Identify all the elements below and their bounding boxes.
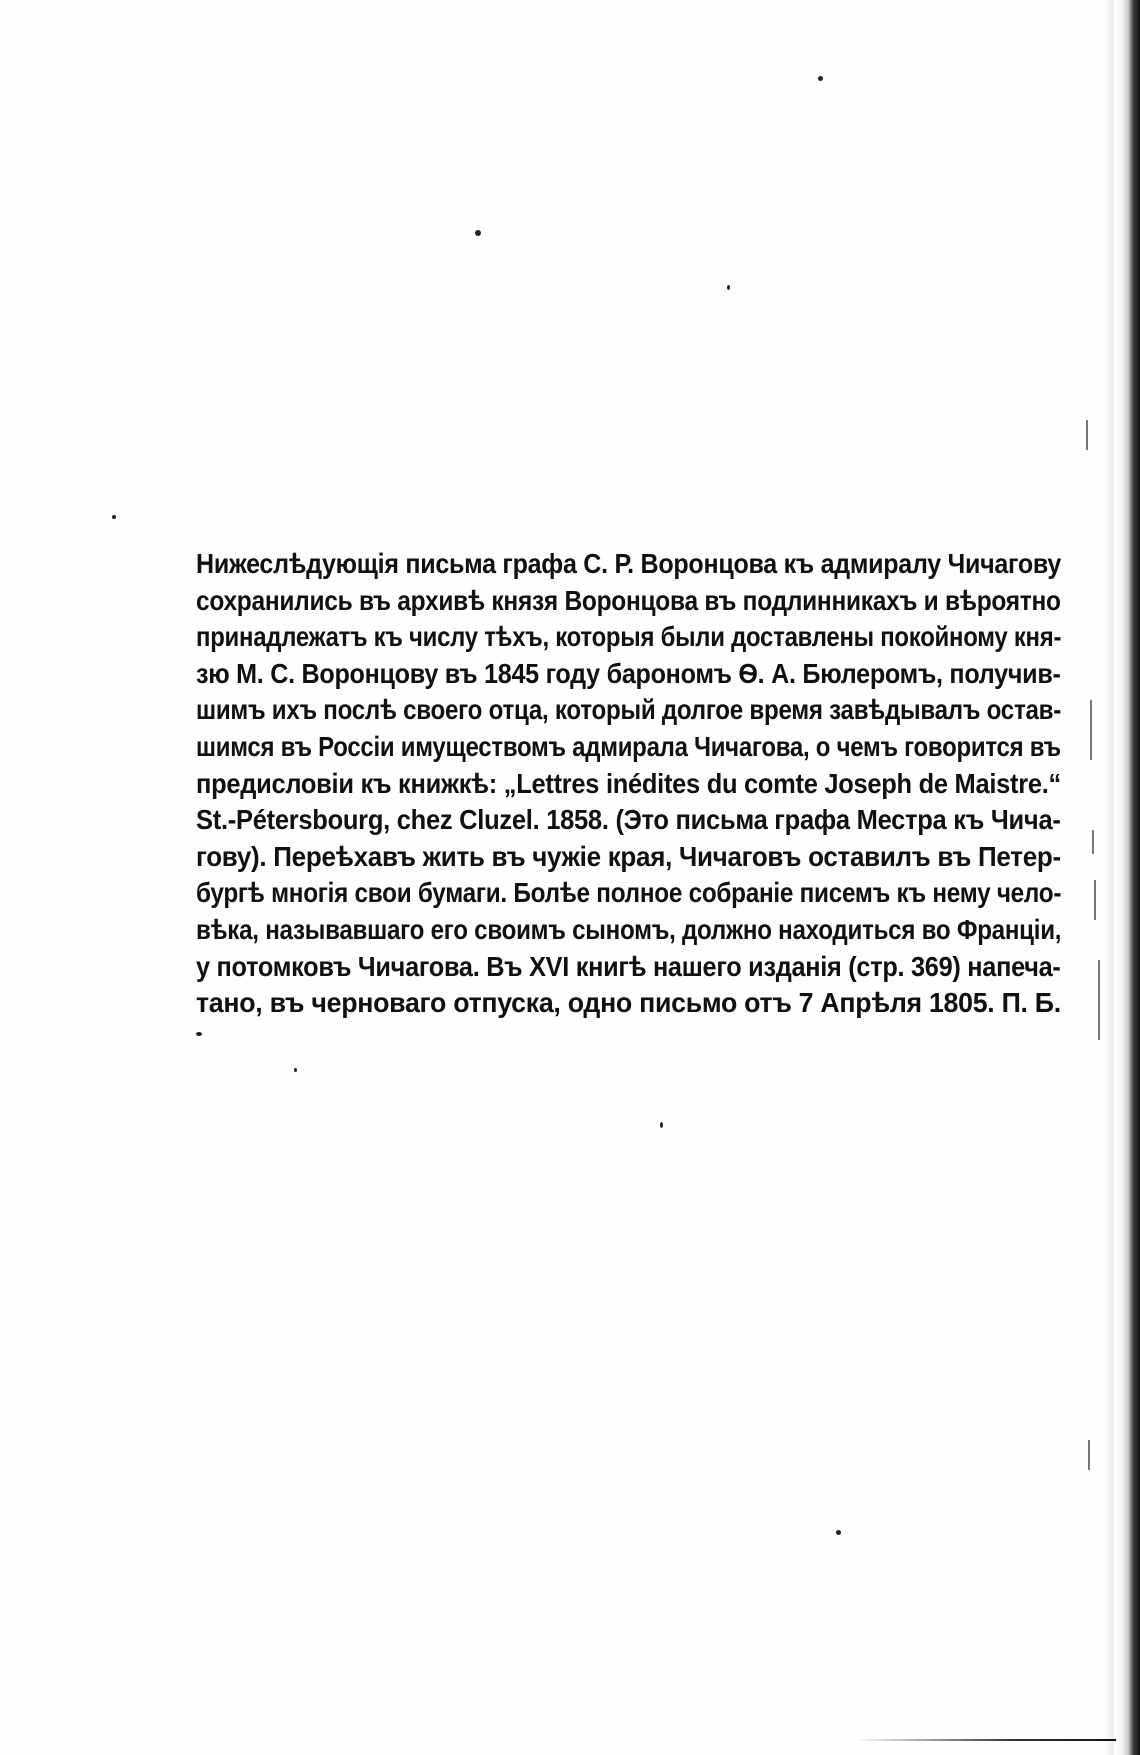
text-line: шимся въ Россіи имуществомъ адмирала Чичагова, о чемъ говорится въ bbox=[196, 730, 1061, 762]
text-line: бургѣ многія свои бумаги. Болѣе полное собраніе писемъ къ нему чело- bbox=[196, 877, 1062, 909]
ink-speck bbox=[818, 76, 823, 81]
binding-shadow bbox=[1104, 0, 1114, 1755]
edge-mark bbox=[1094, 880, 1096, 920]
text-line: St.-Pétersbourg, chez Cluzel. 1858. (Это письма графа Местра къ Чича- bbox=[196, 804, 1061, 836]
text-line: Нижеслѣдующія письма графа С. Р. Воронцова къ адмиралу Чичагову bbox=[196, 548, 1062, 579]
text-line: вѣка, называвшаго его своимъ сыномъ, должно находиться во Франціи, bbox=[196, 913, 1062, 945]
edge-mark bbox=[1088, 1440, 1090, 1470]
text-line: принадлежатъ къ числу тѣхъ, которыя были доставлены покойному кня- bbox=[196, 621, 1062, 653]
ink-speck bbox=[836, 1530, 841, 1535]
body-text bbox=[196, 546, 1061, 1022]
text-line: шимъ ихъ послѣ своего отца, который долгое время завѣдывалъ остав- bbox=[196, 694, 1062, 726]
edge-mark bbox=[1090, 700, 1092, 760]
ink-speck bbox=[294, 1068, 297, 1072]
text-line: у потомковъ Чичагова. Въ XVI книгѣ нашего изданія (стр. 369) напеча- bbox=[196, 950, 1061, 982]
binding-edge bbox=[1114, 0, 1140, 1755]
bottom-edge-shadow bbox=[856, 1739, 1116, 1741]
edge-mark bbox=[1086, 420, 1088, 450]
edge-mark bbox=[1098, 960, 1100, 1040]
edge-mark bbox=[1092, 830, 1094, 854]
ink-speck bbox=[196, 1032, 202, 1036]
text-line: предисловіи къ книжкѣ: „Lettres inédites du comte Joseph de Maistre.“ bbox=[196, 767, 1061, 799]
ink-speck bbox=[475, 230, 481, 236]
text-line: зю М. С. Воронцову въ 1845 году барономъ Ѳ. А. Бюлеромъ, получив- bbox=[196, 657, 1061, 689]
ink-speck bbox=[727, 285, 730, 290]
ink-speck bbox=[660, 1122, 663, 1128]
ink-speck bbox=[112, 515, 116, 519]
text-line: тано, въ черноваго отпуска, одно письмо отъ 7 Апрѣля 1805. П. Б. bbox=[196, 987, 1061, 1019]
text-line: сохранились въ архивѣ князя Воронцова въ подлинникахъ и вѣроятно bbox=[196, 584, 1061, 616]
text-line: гову). Переѣхавъ жить въ чужіе края, Чичаговъ оставилъ въ Петер- bbox=[196, 840, 1061, 872]
